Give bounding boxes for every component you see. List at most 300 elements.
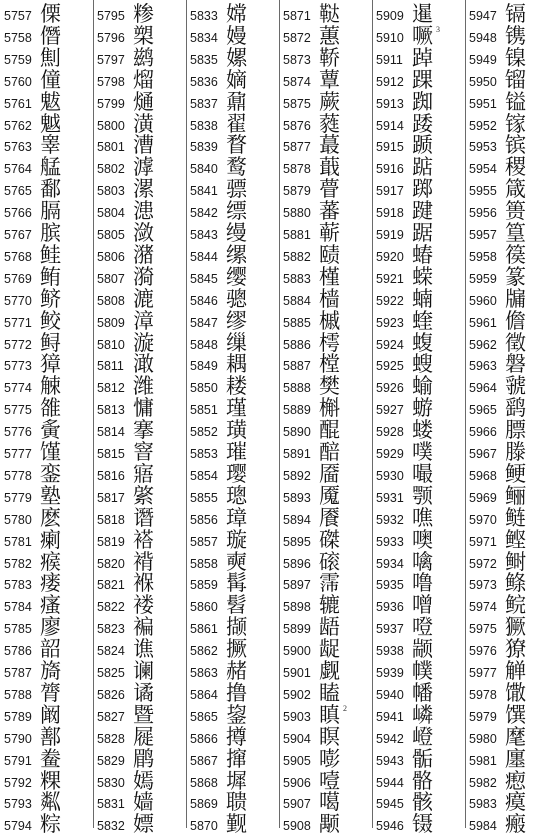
entry-number: 5893 (283, 490, 311, 505)
entry-number: 5800 (97, 118, 125, 133)
entry-number: 5952 (469, 118, 497, 133)
entry-character: 谰 (133, 659, 154, 683)
entry-number: 5892 (283, 468, 311, 483)
entry-number: 5828 (97, 731, 125, 746)
entry-character: 赜 (319, 242, 340, 267)
entry-number: 5906 (283, 775, 311, 790)
entry-number: 5860 (190, 600, 218, 615)
entry-number: 5848 (190, 337, 218, 352)
entry-number: 5937 (376, 622, 404, 637)
entry-character: 鲟 (40, 330, 61, 355)
entry-character: 潢 (133, 111, 154, 136)
entry-character: 骼 (412, 768, 433, 793)
entry-number: 5821 (97, 578, 125, 593)
entry-number: 5816 (97, 468, 125, 483)
entry-number: 5843 (190, 228, 218, 242)
entry-number: 5911 (376, 52, 403, 67)
column-1 (0, 0, 94, 837)
table-row (465, 200, 537, 224)
entry-character: 撸 (226, 680, 247, 705)
entry-number: 5859 (190, 578, 218, 593)
entry-number: 5925 (376, 359, 404, 374)
entry-number: 5791 (4, 753, 32, 768)
column-5 (372, 0, 466, 837)
entry-number: 5966 (469, 425, 497, 440)
table-row (465, 397, 537, 421)
entry-character: 磙 (319, 549, 340, 574)
entry-number: 5854 (190, 468, 218, 483)
entry-number: 5765 (4, 184, 32, 199)
entry-number: 5980 (469, 731, 497, 746)
entry-character: 踺 (412, 199, 433, 224)
entry-character: 骸 (412, 790, 433, 815)
entry-character: 噢 (412, 527, 433, 552)
entry-character: 觫 (40, 374, 61, 399)
entry-number: 5890 (283, 425, 311, 440)
entry-character: 漶 (133, 199, 154, 224)
entry-number: 5789 (4, 709, 32, 724)
entry-character: 镉 (505, 2, 526, 26)
entry-number: 5863 (190, 666, 218, 680)
entry-number: 5883 (283, 271, 311, 286)
entry-number: 5866 (190, 731, 218, 746)
entry-number: 5889 (283, 403, 311, 418)
column-4 (279, 0, 373, 837)
entry-character: 蕙 (319, 23, 340, 48)
entry-number: 5886 (283, 337, 311, 352)
table-row (465, 770, 537, 794)
table-row (465, 704, 537, 728)
table-row (465, 572, 537, 596)
entry-number: 5759 (4, 52, 32, 67)
entry-number: 5902 (283, 687, 311, 702)
footnote-marker: 3 (436, 24, 440, 34)
entry-number: 5770 (4, 293, 32, 308)
table-row (93, 813, 186, 837)
table-row (465, 178, 537, 202)
entry-character: 鲠 (505, 461, 526, 486)
entry-number: 5914 (376, 118, 404, 133)
entry-number: 5824 (97, 644, 125, 659)
entry-number: 5973 (469, 578, 497, 593)
entry-character: 滕 (505, 440, 526, 464)
entry-character: 漩 (133, 330, 154, 355)
table-row (465, 222, 537, 246)
entry-character: 膑 (40, 221, 61, 245)
entry-character: 潍 (133, 374, 154, 399)
entry-character: 蕺 (319, 155, 340, 180)
entry-number: 5887 (283, 359, 311, 374)
entry-character: 鹛 (133, 746, 154, 771)
table-row (465, 310, 537, 334)
entry-number: 5808 (97, 293, 125, 308)
entry-character: 潴 (133, 242, 154, 267)
entry-number: 5967 (469, 447, 497, 461)
entry-character: 鲚 (40, 286, 61, 311)
entry-character: 暨 (133, 702, 154, 727)
entry-character: 踞 (412, 221, 433, 245)
entry-character: 鹚 (133, 45, 154, 70)
entry-number: 5810 (97, 337, 125, 352)
table-row (465, 594, 537, 618)
entry-number: 5964 (469, 381, 497, 396)
entry-number: 5868 (190, 775, 218, 790)
table-row (465, 375, 537, 399)
entry-number: 5870 (190, 819, 218, 834)
entry-number: 5921 (376, 271, 404, 286)
entry-character: 徵 (505, 330, 526, 355)
entry-number: 5951 (469, 96, 497, 111)
entry-character: 澉 (133, 352, 154, 377)
entry-character: 搴 (133, 418, 154, 443)
entry-number: 5777 (4, 447, 32, 461)
entry-number: 5757 (4, 9, 32, 23)
entry-number: 5864 (190, 687, 218, 702)
table-row (465, 507, 537, 531)
entry-character: 噌 (412, 593, 433, 618)
entry-number: 5832 (97, 819, 125, 834)
entry-number: 5970 (469, 512, 497, 527)
entry-number: 5953 (469, 140, 497, 155)
entry-number: 5838 (190, 118, 218, 133)
entry-number: 5782 (4, 556, 32, 571)
entry-character: 瘢 (505, 812, 526, 837)
entry-number: 5958 (469, 249, 497, 264)
entry-character: 缨 (226, 264, 247, 289)
entry-number: 5768 (4, 249, 32, 264)
entry-character: 粿 (40, 768, 61, 793)
entry-character: 踔 (412, 45, 433, 70)
entry-character: 缫 (226, 330, 247, 355)
entry-character: 雒 (40, 396, 61, 421)
entry-character: 鲢 (505, 505, 526, 530)
entry-character: 鲞 (40, 746, 61, 771)
entry-character: 獠 (505, 637, 526, 662)
entry-character: 蝰 (412, 308, 433, 333)
entry-character: 鲔 (40, 264, 61, 289)
entry-character: 蝮 (412, 330, 433, 355)
entry-number: 5850 (190, 381, 218, 396)
entry-number: 5898 (283, 600, 311, 615)
entry-character: 糁 (133, 2, 154, 26)
entry-character: 镒 (505, 89, 526, 114)
entry-character: 褙 (133, 549, 154, 574)
entry-number: 5888 (283, 381, 311, 396)
entry-character: 嫣 (133, 768, 154, 793)
entry-character: 蕲 (319, 221, 340, 245)
entry-character: 踯 (412, 177, 433, 202)
entry-character: 鼐 (226, 89, 247, 114)
table-row (465, 726, 537, 750)
entry-character: 膈 (40, 199, 61, 224)
entry-number: 5851 (190, 403, 218, 418)
entry-character: 噍 (412, 505, 433, 530)
entry-character: 镔 (505, 133, 526, 158)
entry-number: 5876 (283, 118, 311, 133)
entry-number: 5957 (469, 228, 497, 242)
entry-character: 髫 (226, 593, 247, 618)
entry-number: 5773 (4, 359, 32, 374)
table-row (465, 791, 537, 815)
entry-character: 龉 (319, 615, 340, 640)
entry-number: 5830 (97, 775, 125, 790)
entry-number: 5845 (190, 271, 218, 286)
entry-number: 5882 (283, 249, 311, 264)
entry-number: 5852 (190, 425, 218, 440)
entry-number: 5812 (97, 381, 125, 396)
entry-character: 瘌 (40, 527, 61, 552)
entry-character: 瘼 (505, 790, 526, 815)
entry-character: 璎 (226, 461, 247, 486)
entry-character: 劁 (40, 45, 61, 70)
entry-number: 5792 (4, 775, 32, 790)
entry-character: 嘭 (319, 746, 340, 771)
entry-character: 璁 (226, 483, 247, 508)
entry-number: 5930 (376, 468, 404, 483)
entry-number: 5899 (283, 622, 311, 637)
table-row (465, 660, 537, 684)
entry-number: 5962 (469, 337, 497, 352)
entry-number: 5875 (283, 96, 311, 111)
entry-character: 漕 (133, 133, 154, 158)
entry-character: 韶 (40, 637, 61, 662)
entry-character: 嫚 (226, 23, 247, 48)
entry-number: 5896 (283, 556, 311, 571)
entry-character: 漳 (133, 308, 154, 333)
entry-number: 5910 (376, 30, 404, 45)
entry-character: 瘊 (40, 549, 61, 574)
entry-number: 5826 (97, 687, 125, 702)
entry-character: 滹 (133, 155, 154, 180)
entry-character: 瘘 (40, 571, 61, 596)
entry-number: 5880 (283, 206, 311, 221)
entry-character: 噗 (412, 440, 433, 464)
entry-character: 漯 (133, 177, 154, 202)
entry-number: 5788 (4, 687, 32, 702)
entry-character: 觐 (226, 812, 247, 837)
entry-character: 鲣 (505, 527, 526, 552)
table-row (372, 813, 465, 837)
entry-character: 旖 (40, 659, 61, 683)
entry-number: 5823 (97, 622, 125, 637)
table-row (465, 266, 537, 290)
entry-number: 5947 (469, 9, 497, 23)
entry-number: 5811 (97, 359, 124, 374)
entry-character: 嫖 (133, 812, 154, 837)
entry-character: 嫦 (226, 2, 247, 26)
table-row (465, 529, 537, 553)
entry-number: 5786 (4, 644, 32, 659)
entry-number: 5829 (97, 753, 125, 768)
entry-number: 5942 (376, 731, 404, 746)
entry-number: 5915 (376, 140, 404, 155)
entry-number: 5785 (4, 622, 32, 637)
entry-number: 5924 (376, 337, 404, 352)
entry-character: 馑 (40, 440, 61, 464)
entry-number: 5794 (4, 819, 32, 834)
entry-number: 5931 (376, 490, 404, 505)
entry-character: 醌 (319, 418, 340, 443)
entry-character: 漉 (133, 286, 154, 311)
entry-character: 墀 (226, 768, 247, 793)
entry-number: 5775 (4, 403, 32, 418)
entry-number: 5879 (283, 184, 311, 199)
entry-character: 嫘 (226, 45, 247, 70)
entry-character: 谲 (133, 680, 154, 705)
entry-number: 5961 (469, 315, 497, 330)
entry-number: 5861 (190, 622, 218, 637)
entry-number: 5969 (469, 490, 497, 505)
entry-number: 5836 (190, 74, 218, 89)
entry-character: 踮 (412, 155, 433, 180)
table-row (465, 25, 537, 49)
entry-character: 瞀 (226, 133, 247, 158)
entry-number: 5949 (469, 52, 497, 67)
entry-character: 魃 (40, 89, 61, 114)
entry-number: 5976 (469, 644, 497, 659)
entry-number: 5909 (376, 9, 404, 23)
entry-number: 5912 (376, 74, 404, 89)
entry-number: 5913 (376, 96, 404, 111)
entry-character: 牖 (505, 286, 526, 311)
entry-character: 馓 (505, 680, 526, 705)
entry-number: 5923 (376, 315, 404, 330)
entry-character: 熥 (133, 89, 154, 114)
table-row (465, 813, 537, 837)
entry-number: 5905 (283, 753, 311, 768)
entry-number: 5877 (283, 140, 311, 155)
entry-number: 5813 (97, 403, 125, 418)
entry-character: 缧 (226, 242, 247, 267)
entry-character: 鞑 (319, 2, 340, 26)
table-row (465, 353, 537, 377)
entry-character: 僮 (40, 67, 61, 92)
entry-number: 5822 (97, 600, 125, 615)
entry-number: 5933 (376, 534, 404, 549)
entry-character: 槲 (319, 396, 340, 421)
entry-character: 阚 (40, 702, 61, 727)
entry-number: 5901 (283, 666, 311, 680)
entry-number: 5935 (376, 578, 404, 593)
entry-character: 镍 (505, 45, 526, 70)
entry-character: 槭 (319, 308, 340, 333)
entry-character: 銮 (40, 461, 61, 486)
entry-number: 5963 (469, 359, 497, 374)
entry-number: 5926 (376, 381, 404, 396)
entry-number: 5948 (469, 30, 497, 45)
entry-character: 篑 (505, 199, 526, 224)
entry-character: 蝣 (412, 396, 433, 421)
entry-character: 磔 (319, 527, 340, 552)
entry-number: 5977 (469, 666, 497, 680)
entry-character: 嶝 (412, 724, 433, 749)
entry-character: 窨 (133, 440, 154, 464)
entry-character: 璀 (226, 440, 247, 464)
entry-character: 鲑 (40, 242, 61, 267)
entry-character: 魇 (319, 483, 340, 508)
entry-character: 耦 (226, 352, 247, 377)
entry-character: 奭 (226, 549, 247, 574)
entry-number: 5950 (469, 74, 497, 89)
table-row (186, 813, 279, 837)
entry-number: 5979 (469, 709, 497, 724)
entry-character: 嫡 (226, 67, 247, 92)
table-row (0, 813, 93, 837)
entry-number: 5871 (283, 9, 311, 23)
entry-character: 褊 (133, 615, 154, 640)
entry-character: 龊 (319, 637, 340, 662)
entry-character: 璇 (226, 527, 247, 552)
entry-number: 5982 (469, 775, 497, 790)
table-row (465, 91, 537, 115)
entry-number: 5776 (4, 425, 32, 440)
entry-number: 5847 (190, 315, 218, 330)
entry-character: 樘 (319, 352, 340, 377)
entry-character: 螋 (412, 352, 433, 377)
entry-number: 5772 (4, 337, 32, 352)
entry-number: 5928 (376, 425, 404, 440)
entry-number: 5761 (4, 96, 32, 111)
entry-number: 5934 (376, 556, 404, 571)
entry-number: 5858 (190, 556, 218, 571)
entry-character: 寤 (133, 461, 154, 486)
entry-number: 5795 (97, 9, 125, 23)
entry-character: 幞 (412, 659, 433, 683)
entry-number: 5939 (376, 666, 404, 680)
entry-character: 觑 (319, 659, 340, 683)
entry-character: 翟 (226, 111, 247, 136)
entry-number: 5839 (190, 140, 218, 155)
table-row (465, 463, 537, 487)
entry-character: 粼 (40, 790, 61, 815)
table-row (465, 441, 537, 465)
entry-character: 缪 (226, 308, 247, 333)
entry-character: 赭 (226, 659, 247, 683)
entry-character: 綮 (133, 483, 154, 508)
entry-character: 靥 (319, 461, 340, 486)
entry-character: 睾 (40, 133, 61, 158)
entry-character: 魆 (40, 111, 61, 136)
entry-number: 5954 (469, 162, 497, 177)
entry-character: 霈 (319, 571, 340, 596)
entry-number: 5787 (4, 666, 32, 680)
entry-character: 镊 (412, 812, 433, 837)
entry-number: 5784 (4, 600, 32, 615)
entry-character: 褡 (133, 527, 154, 552)
entry-character: 踝 (412, 67, 433, 92)
entry-character: 颛 (412, 637, 433, 662)
entry-character: 璋 (226, 505, 247, 530)
table-row (465, 47, 537, 71)
entry-character: 噔 (412, 615, 433, 640)
entry-number: 5955 (469, 184, 497, 199)
entry-number: 5831 (97, 797, 125, 812)
entry-character: 蕃 (319, 199, 340, 224)
entry-character: 槊 (133, 23, 154, 48)
entry-character: 嶙 (412, 702, 433, 727)
table-row (279, 813, 372, 837)
entry-number: 5819 (97, 534, 125, 549)
entry-number: 5842 (190, 206, 218, 221)
table-row (465, 638, 537, 662)
entry-character: 颙 (319, 812, 340, 837)
entry-number: 5919 (376, 228, 404, 242)
entry-number: 5834 (190, 30, 218, 45)
entry-number: 5891 (283, 447, 311, 461)
entry-number: 5764 (4, 162, 32, 177)
entry-character: 瞑 (319, 724, 340, 749)
entry-character: 熘 (133, 67, 154, 92)
